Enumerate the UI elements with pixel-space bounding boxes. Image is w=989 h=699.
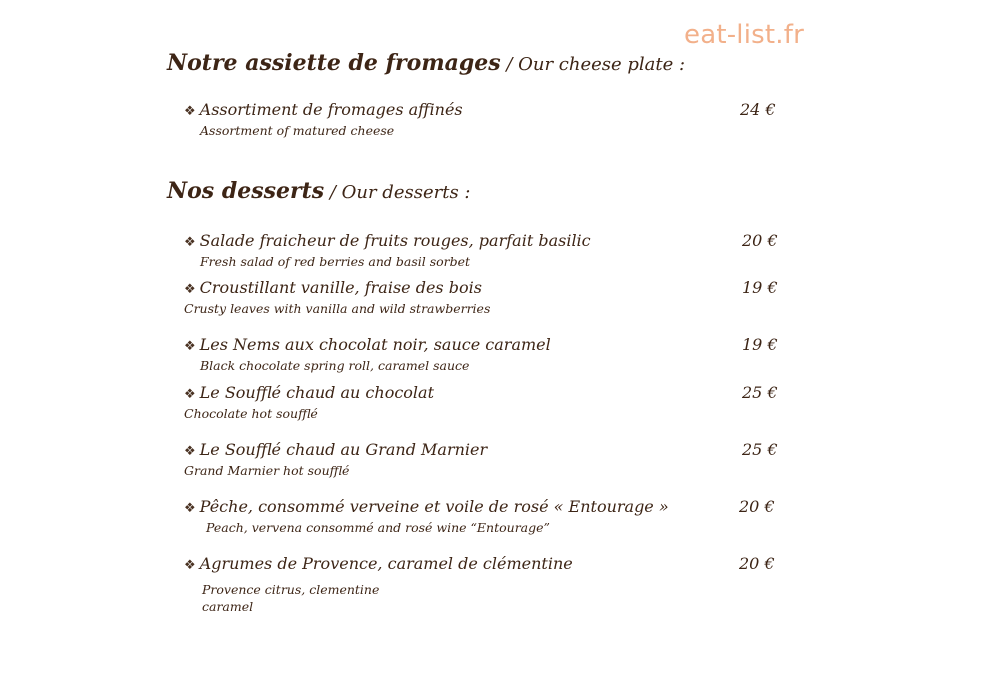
item-price: 20 € [742,231,778,250]
item-name-en: Black chocolate spring roll, caramel sauce [200,358,470,373]
section-title-cheese [167,50,685,76]
item-name-fr: Les Nems aux chocolat noir, sauce caramel [199,335,551,354]
bullet-icon: ❖ [184,558,196,573]
menu-item-croustillant-vanille [184,278,784,317]
item-name-en: Provence citrus, clementine [202,582,380,597]
section-title-en: / Our desserts : [324,182,471,203]
item-name-fr: Pêche, consommé verveine et voile de rosé « Entourage » [199,497,669,516]
item-name-fr: Le Soufflé chaud au Grand Marnier [199,440,488,459]
bullet-icon: ❖ [184,104,196,119]
item-name-fr: Agrumes de Provence, caramel de clémentine [199,554,573,573]
bullet-icon: ❖ [184,339,196,354]
section-title-fr: Nos desserts [167,178,325,204]
item-name-fr: Salade fraicheur de fruits rouges, parfait basilic [199,231,591,250]
item-price: 24 € [740,100,776,119]
menu-item-red-berries-salad [184,231,784,270]
menu-item-peche-verveine [184,497,784,536]
item-name-fr: Assortiment de fromages affinés [199,100,463,119]
item-name-en: Chocolate hot soufflé [184,406,318,421]
bullet-icon: ❖ [184,235,196,250]
section-title-fr: Notre assiette de fromages [167,50,501,76]
item-price: 25 € [742,383,778,402]
item-name-en: Fresh salad of red berries and basil sorbet [200,254,471,269]
item-price: 20 € [739,497,775,516]
item-price: 19 € [742,278,778,297]
item-name-en: Grand Marnier hot soufflé [184,463,350,478]
watermark: eat-list.fr [684,20,804,50]
item-name-en: Crusty leaves with vanilla and wild strawberries [184,301,491,316]
item-name-fr: Croustillant vanille, fraise des bois [199,278,482,297]
section-title-desserts [167,178,470,204]
item-price: 20 € [739,554,775,573]
item-price: 19 € [742,335,778,354]
section-title-en: / Our cheese plate : [500,54,686,75]
menu-item-nems-chocolat [184,335,784,374]
bullet-icon: ❖ [184,444,196,459]
item-name-en-line2: caramel [202,599,254,614]
bullet-icon: ❖ [184,387,196,402]
item-price: 25 € [742,440,778,459]
menu-item-cheese-assortment [184,100,784,139]
bullet-icon: ❖ [184,282,196,297]
menu-item-souffle-chocolat [184,383,784,422]
item-name-en: Assortment of matured cheese [200,123,395,138]
bullet-icon: ❖ [184,501,196,516]
menu-item-agrumes-provence [184,554,784,615]
menu-item-souffle-grand-marnier [184,440,784,479]
item-name-en: Peach, vervena consommé and rosé wine “Entourage” [206,520,550,535]
item-name-fr: Le Soufflé chaud au chocolat [199,383,435,402]
